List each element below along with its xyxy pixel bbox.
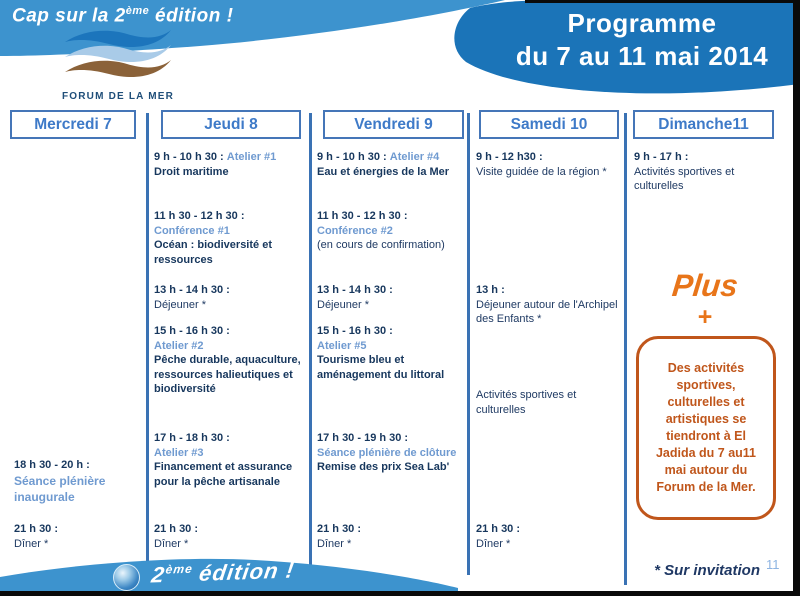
event-session: Atelier #1 <box>226 151 277 163</box>
event-note: Visite guidée de la région * <box>476 165 607 178</box>
logo-text: FORUM DE LA MER <box>61 91 175 102</box>
event-time: 15 h - 16 h 30 : <box>154 325 230 337</box>
event-title: Droit maritime <box>154 165 229 178</box>
program-title-line1: Programme <box>567 8 717 38</box>
event-session: Atelier #5 <box>317 339 367 352</box>
column-divider-1 <box>146 113 149 562</box>
edition-pre: 2 <box>149 562 167 588</box>
event-item <box>154 522 310 551</box>
event-note: Dîner * <box>154 537 189 550</box>
event-note: Dîner * <box>14 537 49 550</box>
event-item <box>317 150 467 179</box>
event-time: 11 h 30 - 12 h 30 : <box>317 210 408 222</box>
event-time: 21 h 30 : <box>476 523 521 535</box>
logo-waves-icon <box>62 26 174 84</box>
event-session: Séance plénière inaugurale <box>14 473 106 504</box>
event-item <box>154 324 310 397</box>
event-note: Dîner * <box>476 537 511 550</box>
page-number: 11 <box>766 557 780 572</box>
event-note: Déjeuner * <box>317 298 369 311</box>
event-session: Conférence #2 <box>317 224 393 237</box>
event-note: Activités sportives et culturelles <box>634 165 735 192</box>
event-note: Déjeuner autour de l'Archipel des Enfants * <box>476 298 618 325</box>
day-header-dimanche: Dimanche11 <box>633 110 774 139</box>
event-time: 9 h - 10 h 30 : <box>154 151 224 163</box>
frame-strip-bottom <box>0 591 800 596</box>
event-session: Atelier #3 <box>154 446 204 459</box>
event-note: Déjeuner * <box>154 298 206 311</box>
tagline-pre: Cap sur la 2 <box>12 5 126 27</box>
banner-tagline <box>12 5 233 27</box>
globe-icon <box>113 564 140 591</box>
event-title: Pêche durable, aquaculture, ressources halieutiques et biodiversité <box>154 354 301 395</box>
event-time: 9 h - 12 h30 : <box>476 151 543 163</box>
event-item <box>476 388 621 417</box>
day-header-mercredi: Mercredi 7 <box>10 110 136 139</box>
event-time: 21 h 30 : <box>154 523 199 535</box>
event-item <box>476 283 621 327</box>
event-item <box>317 209 467 253</box>
event-time: 17 h - 18 h 30 : <box>154 432 230 444</box>
event-title: Eau et énergies de la Mer <box>317 165 450 178</box>
event-item <box>317 522 467 551</box>
event-item <box>317 431 467 475</box>
day-header-jeudi: Jeudi 8 <box>161 110 301 139</box>
event-item <box>14 458 144 505</box>
event-session: Atelier #4 <box>389 151 440 163</box>
event-time: 15 h - 16 h 30 : <box>317 325 393 337</box>
program-title <box>492 7 792 73</box>
event-item <box>317 324 467 382</box>
event-title: Remise des prix Sea Lab' <box>317 461 450 473</box>
event-item <box>154 283 310 312</box>
event-time: 17 h 30 - 19 h 30 : <box>317 432 409 444</box>
event-time: 13 h - 14 h 30 : <box>317 284 393 296</box>
frame-strip-top <box>525 0 800 3</box>
event-item <box>154 431 310 489</box>
frame-strip-right <box>793 0 800 596</box>
day-header-samedi: Samedi 10 <box>479 110 619 139</box>
event-time: 21 h 30 : <box>14 523 59 535</box>
activities-bubble-text: Des activités sportives, culturelles et artistiques se tiendront à El Jadida du 7 au11 mai autour du Forum de la Mer. <box>655 361 757 494</box>
event-title: Financement et assurance pour la pêche artisanale <box>154 461 293 488</box>
activities-bubble <box>636 336 776 520</box>
column-divider-4 <box>624 113 627 585</box>
event-time: 13 h : <box>476 284 505 296</box>
event-session: Séance plénière de clôture <box>317 446 457 459</box>
plus-sign-icon: + <box>697 303 713 331</box>
event-time: 21 h 30 : <box>317 523 362 535</box>
event-time: 9 h - 10 h 30 : <box>317 151 387 163</box>
column-divider-3 <box>467 113 470 575</box>
forum-logo <box>58 26 178 102</box>
plus-word: Plus <box>670 268 740 303</box>
edition-post: édition ! <box>190 557 297 587</box>
event-item <box>14 522 144 551</box>
event-note: Activités sportives et culturelles <box>476 389 577 416</box>
event-title: Océan : biodiversité et ressources <box>154 239 272 266</box>
event-title: Tourisme bleu et aménagement du littoral <box>317 354 445 381</box>
event-time: 18 h 30 - 20 h : <box>14 459 90 471</box>
event-item <box>154 150 310 179</box>
invitation-note: * Sur invitation <box>654 562 760 579</box>
day-header-vendredi: Vendredi 9 <box>323 110 464 139</box>
event-item <box>154 209 310 267</box>
event-time: 11 h 30 - 12 h 30 : <box>154 210 245 222</box>
event-item <box>476 522 621 551</box>
event-item <box>317 283 467 312</box>
event-time: 9 h - 17 h : <box>634 151 689 163</box>
event-item <box>476 150 621 179</box>
program-title-line2: du 7 au 11 mai 2014 <box>515 41 769 71</box>
event-time: 13 h - 14 h 30 : <box>154 284 230 296</box>
tagline-sup: ème <box>125 5 150 17</box>
event-session: Atelier #2 <box>154 339 204 352</box>
edition-text <box>150 558 296 589</box>
tagline-post: édition ! <box>149 5 234 27</box>
event-note: Dîner * <box>317 537 352 550</box>
event-item <box>634 150 784 194</box>
event-session: Conférence #1 <box>154 224 230 237</box>
event-note: (en cours de confirmation) <box>317 239 445 251</box>
edition-sup: ème <box>164 561 194 577</box>
